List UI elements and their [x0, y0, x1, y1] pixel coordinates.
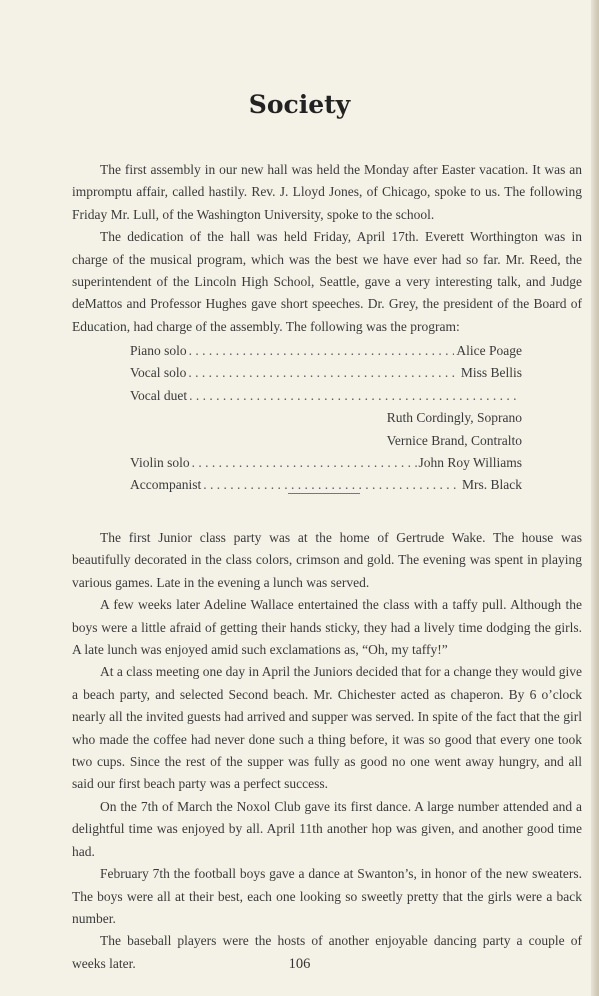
- dot-leader: [192, 452, 417, 474]
- program-item-performer: Mrs. Black: [462, 477, 522, 493]
- page-binding-edge: [591, 0, 599, 996]
- program-item-performer: Miss Bellis: [460, 365, 522, 381]
- program-item-label: Piano solo: [130, 343, 187, 358]
- program-list: [130, 340, 522, 497]
- program-item: [130, 340, 522, 362]
- program-item: [130, 452, 522, 474]
- paragraph: The first Junior class party was at the home of Gertrude Wake. The house was beautifully decorated in the class colors, crimson and gold. The evening was spent in playing various games. Late in the evening a lunch was served.: [72, 530, 582, 590]
- program-item-label: Vocal solo: [130, 365, 187, 381]
- page-number: 106: [288, 956, 311, 972]
- paragraph: February 7th the football boys gave a dance at Swanton’s, in honor of the new sweaters. The boys were all at their best, each one looking so sweetly pretty that the girls were a back number.: [72, 866, 582, 926]
- dot-leader: [189, 340, 455, 362]
- program-item-performer: Alice Poage: [456, 343, 522, 358]
- section-divider: [288, 493, 360, 494]
- program-item-label: Vocal duet: [130, 387, 188, 403]
- program-item-label: Violin solo: [130, 455, 190, 471]
- parties-section: [72, 527, 582, 975]
- paragraph: On the 7th of March the Noxol Club gave its first dance. A large number attended and a delightful time was enjoyed by all. April 11th another hop was given, and another good time had.: [72, 798, 582, 859]
- page-title: Society: [248, 90, 351, 119]
- program-item-performer: John Roy Williams: [418, 455, 522, 471]
- paragraph: The first assembly in our new hall was held the Monday after Easter vacation. It was an impromptu affair, called hastily. Rev. J. Lloyd Jones, of Chicago, spoke to us. The following Friday Mr. Lull, of the Washington University, spoke to the school.: [72, 162, 582, 222]
- paragraph: The dedication of the hall was held Friday, April 17th. Everett Worthington was in charge of the musical program, which was the best we have ever had so far. Mr. Reed, the superintendent of the Lincoln High School, Seattle, gave a very interesting talk, and Judge deMattos and Professor Hughes gave short speeches. Dr. Grey, the president of the Board of Education, had charge of the assembly. The following was the program:: [72, 229, 582, 334]
- program-item-label: Accompanist: [130, 477, 202, 493]
- program-item-performer: Vernice Brand, Contralto: [386, 432, 522, 448]
- dot-leader: [189, 385, 520, 407]
- program-item-sub: [130, 430, 522, 452]
- program-item: [130, 385, 522, 407]
- paragraph: At a class meeting one day in April the Juniors decided that for a change they would give a beach party, and selected Second beach. Mr. Chichester acted as chaperon. By 6 o’clock nearly all the invited guests had arrived and supper was served. In spite of the fact that the girl who made the coffee had never done such a thing before, it was so good that every one took two cups. Since the rest of the supper was fully as good no one went away hungry, and all said our first beach party was a perfect success.: [72, 664, 582, 792]
- program-item-sub: [130, 407, 522, 429]
- dot-leader: [188, 362, 458, 384]
- paragraph: A few weeks later Adeline Wallace entertained the class with a taffy pull. Although the boys were a little afraid of getting their hands sticky, they had a lively time dodging the girls. A late lunch was enjoyed amid such exclamations as, “Oh, my taffy!”: [72, 597, 582, 658]
- assembly-section: [72, 159, 582, 338]
- paragraph: The baseball players were the hosts of another enjoyable dancing party a couple of weeks later.: [72, 933, 582, 971]
- program-item-performer: Ruth Cordingly, Soprano: [386, 410, 522, 426]
- program-item: [130, 362, 522, 384]
